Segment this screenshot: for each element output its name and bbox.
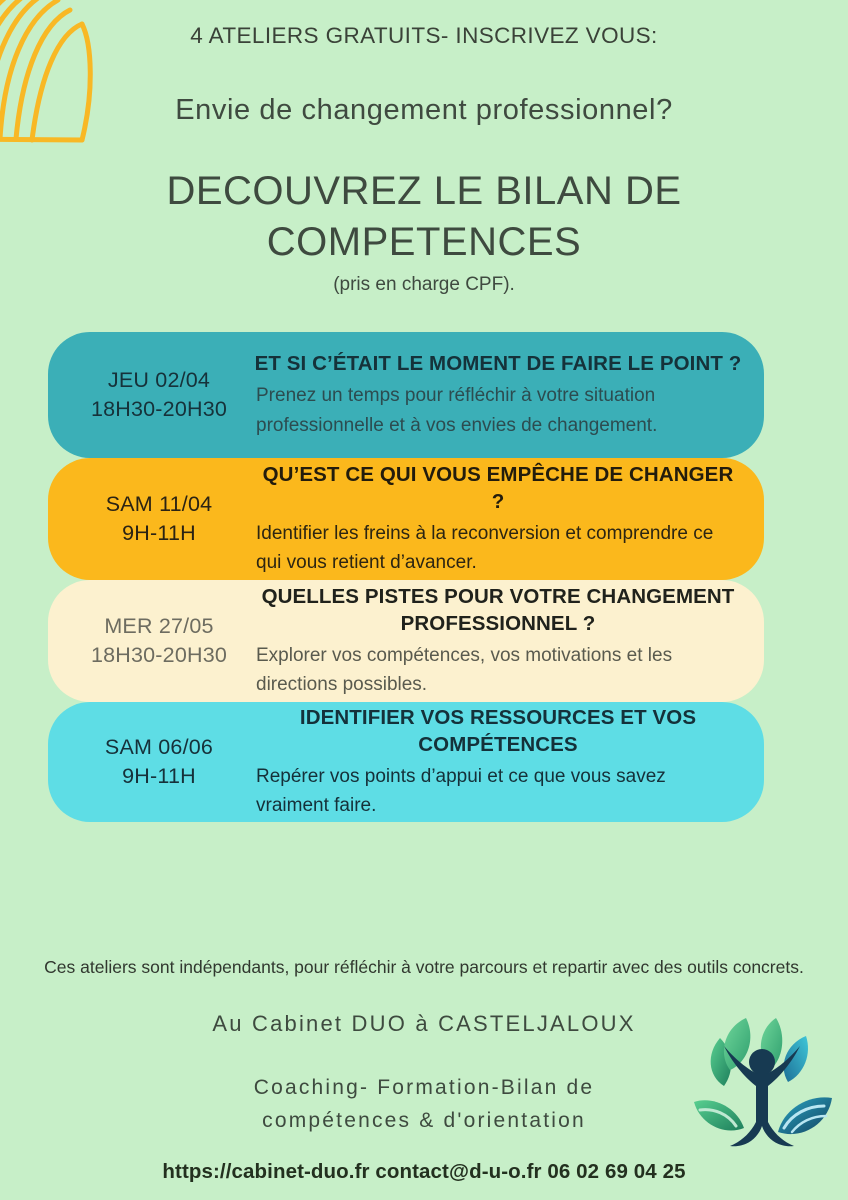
workshop-date-line2: 18H30-20H30 (90, 397, 228, 421)
workshop-date-line2: 18H30-20H30 (90, 643, 228, 667)
workshop-date (58, 612, 254, 670)
workshop-date (58, 490, 254, 548)
workshop-description: Prenez un temps pour réfléchir à votre situation professionnelle et à vos envies de changement. (256, 385, 658, 436)
workshop-title: QUELLES PISTES POUR VOTRE CHANGEMENT PROFESSIONNEL ? (261, 584, 735, 635)
workshop-card[interactable] (48, 580, 764, 702)
workshop-date-line2: 9H-11H (122, 764, 196, 788)
workshop-date (58, 733, 254, 791)
workshop-date-line2: 9H-11H (122, 521, 196, 545)
services-line-1: Coaching- Formation-Bilan de (253, 1075, 595, 1099)
header-block (0, 0, 848, 297)
workshop-date-line1: SAM 11/04 (105, 491, 213, 516)
workshop-date-line1: JEU 02/04 (107, 367, 211, 392)
workshop-card[interactable] (48, 332, 764, 458)
services-line-2: compétences & d'orientation (262, 1108, 586, 1132)
page-title: DECOUVREZ LE BILAN DE COMPETENCES (166, 168, 682, 264)
workshop-date-line1: MER 27/05 (104, 613, 214, 638)
workshop-title: QU’EST CE QUI VOUS EMPÊCHE DE CHANGER ? (262, 462, 734, 513)
footer-note: Ces ateliers sont indépendants, pour réfléchir à votre parcours et repartir avec des outils concrets. (44, 957, 804, 977)
eyebrow-text: 4 ATELIERS GRATUITS- INSCRIVEZ VOUS: (190, 23, 658, 48)
workshop-date-line1: SAM 06/06 (104, 734, 214, 759)
workshop-body (254, 461, 746, 578)
workshop-description: Repérer vos points d’appui et ce que vous savez vraiment faire. (256, 765, 666, 817)
workshop-body (254, 350, 746, 440)
services-text (144, 1072, 704, 1137)
workshop-description: Explorer vos compétences, vos motivations et les directions possibles. (256, 644, 673, 696)
workshop-card[interactable] (48, 702, 764, 822)
company-logo-icon (690, 1010, 836, 1156)
location-text: Au Cabinet DUO à CASTELJALOUX (212, 1011, 636, 1037)
workshop-body (254, 704, 746, 821)
workshop-list (48, 332, 764, 822)
workshop-card[interactable] (48, 458, 764, 580)
contact-line[interactable]: https://cabinet-duo.fr contact@d-u-o.fr 06 02 69 04 25 (162, 1160, 686, 1184)
subheading-text: Envie de changement professionnel? (175, 94, 673, 126)
cpf-note: (pris en charge CPF). (333, 274, 515, 296)
workshop-body (254, 583, 746, 700)
workshop-date (58, 366, 254, 424)
workshop-title: IDENTIFIER VOS RESSOURCES ET VOS COMPÉTENCES (299, 705, 697, 756)
workshop-description: Identifier les freins à la reconversion et comprendre ce qui vous retient d’avancer. (256, 522, 714, 574)
workshop-title: ET SI C’ÉTAIT LE MOMENT DE FAIRE LE POINT ? (254, 352, 742, 376)
